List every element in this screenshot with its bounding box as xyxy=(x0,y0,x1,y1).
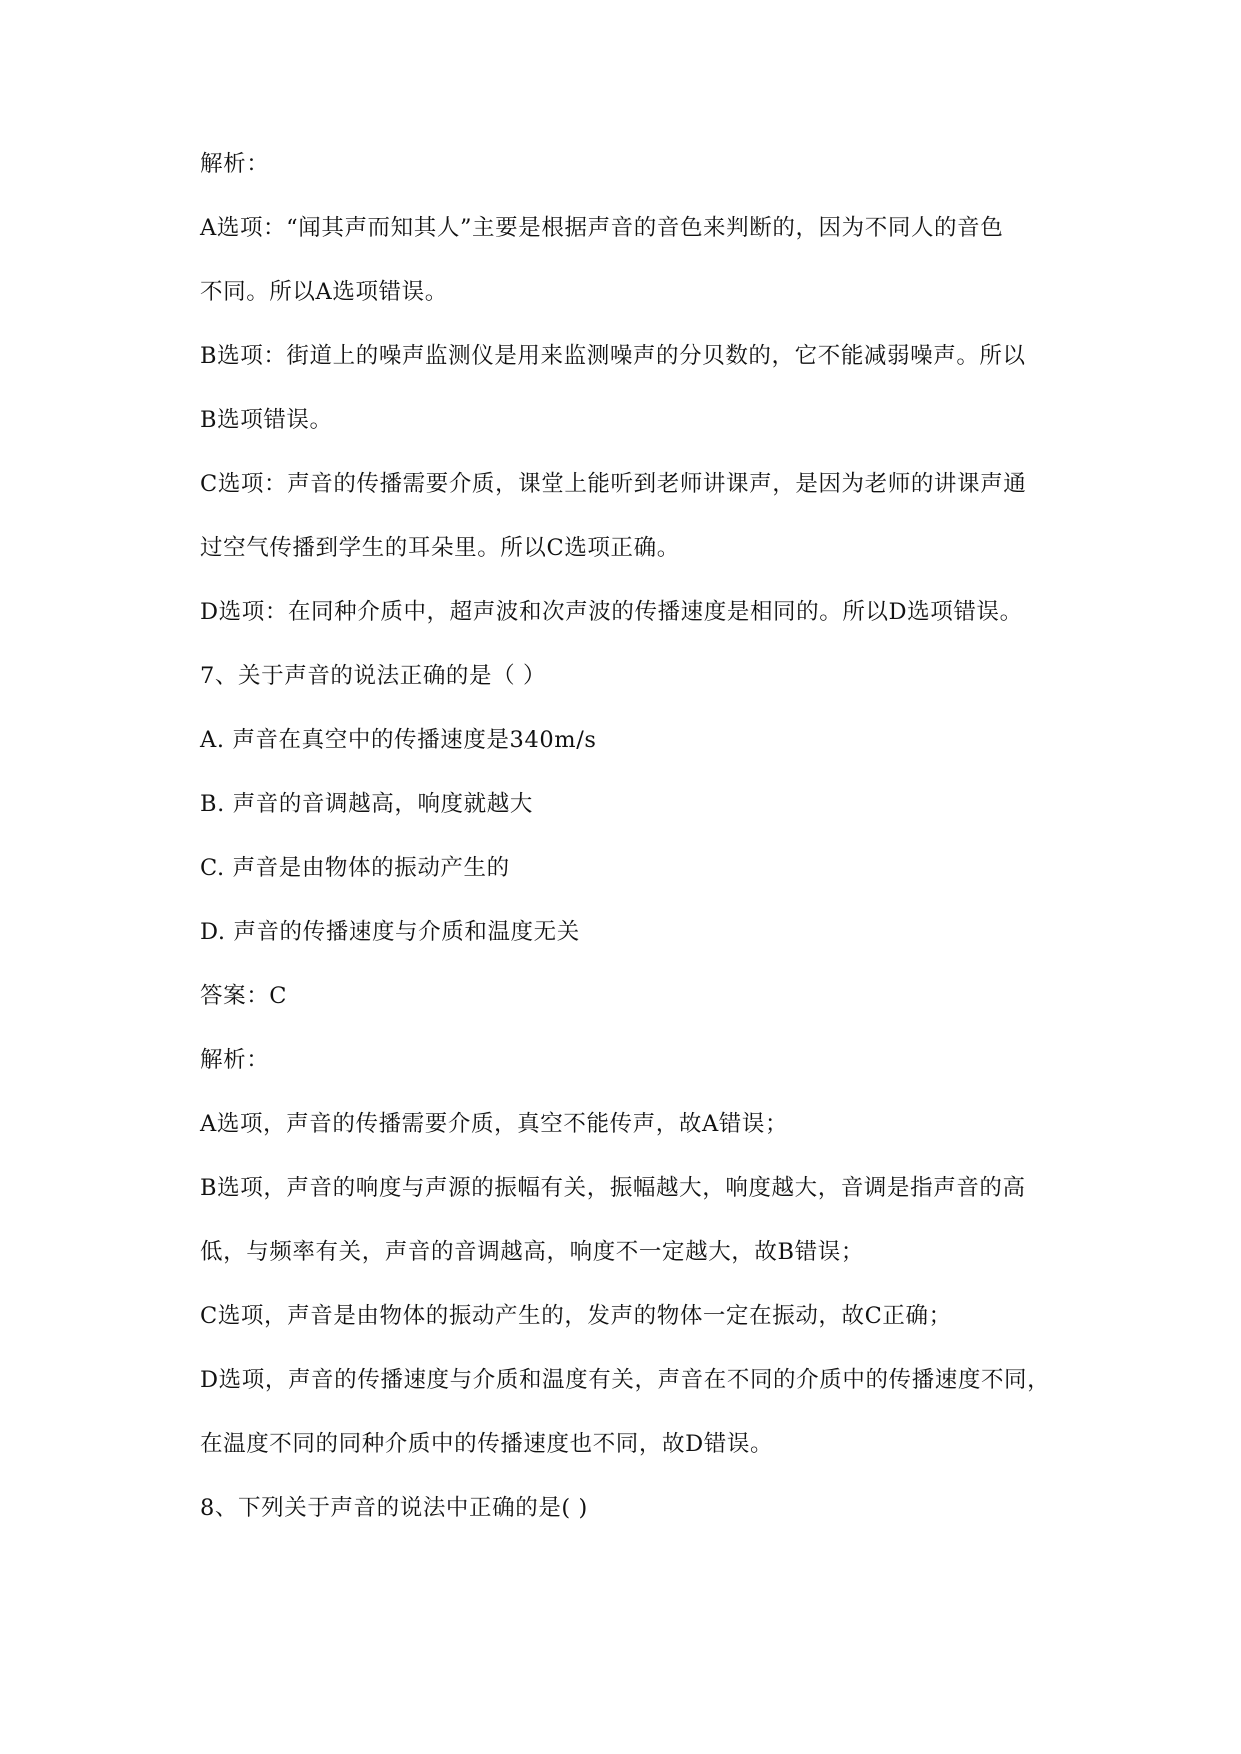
analysis-d-line-1: D选项：在同种介质中，超声波和次声波的传播速度是相同的。所以D选项错误。 xyxy=(200,599,1023,625)
analysis-7c-line-1: C选项，声音是由物体的振动产生的，发声的物体一定在振动，故C正确； xyxy=(200,1303,952,1329)
analysis-7d-line-2: 在温度不同的同种介质中的传播速度也不同，故D错误。 xyxy=(200,1431,774,1457)
analysis-b-line-1: B选项：街道上的噪声监测仪是用来监测噪声的分贝数的，它不能减弱噪声。所以 xyxy=(200,343,1026,369)
question-7: 7、关于声音的说法正确的是（ ） xyxy=(200,663,547,689)
question-7-answer: 答案：C xyxy=(200,983,288,1009)
question-8: 8、下列关于声音的说法中正确的是( ) xyxy=(200,1495,588,1521)
analysis-c-line-1: C选项：声音的传播需要介质，课堂上能听到老师讲课声，是因为老师的讲课声通 xyxy=(200,471,1027,497)
question-7-option-c: C. 声音是由物体的振动产生的 xyxy=(200,855,510,881)
question-7-option-b: B. 声音的音调越高，响度就越大 xyxy=(200,791,533,817)
question-7-option-a: A. 声音在真空中的传播速度是340m/s xyxy=(200,727,597,753)
analysis-7a-line-1: A选项，声音的传播需要介质，真空不能传声，故A错误； xyxy=(200,1111,789,1137)
analysis-a-line-1: A选项：“闻其声而知其人”主要是根据声音的音色来判断的，因为不同人的音色 xyxy=(200,215,1004,241)
analysis-heading-2: 解析： xyxy=(200,1047,270,1073)
analysis-a-line-2: 不同。所以A选项错误。 xyxy=(200,279,448,305)
analysis-heading-1: 解析： xyxy=(200,151,270,177)
analysis-7b-line-2: 低，与频率有关，声音的音调越高，响度不一定越大，故B错误； xyxy=(200,1239,864,1265)
analysis-c-line-2: 过空气传播到学生的耳朵里。所以C选项正确。 xyxy=(200,535,680,561)
question-7-option-d: D. 声音的传播速度与介质和温度无关 xyxy=(200,919,580,945)
analysis-7b-line-1: B选项，声音的响度与声源的振幅有关，振幅越大，响度越大，音调是指声音的高 xyxy=(200,1175,1026,1201)
analysis-b-line-2: B选项错误。 xyxy=(200,407,333,433)
analysis-7d-line-1: D选项，声音的传播速度与介质和温度有关，声音在不同的介质中的传播速度不同， xyxy=(200,1367,1051,1393)
